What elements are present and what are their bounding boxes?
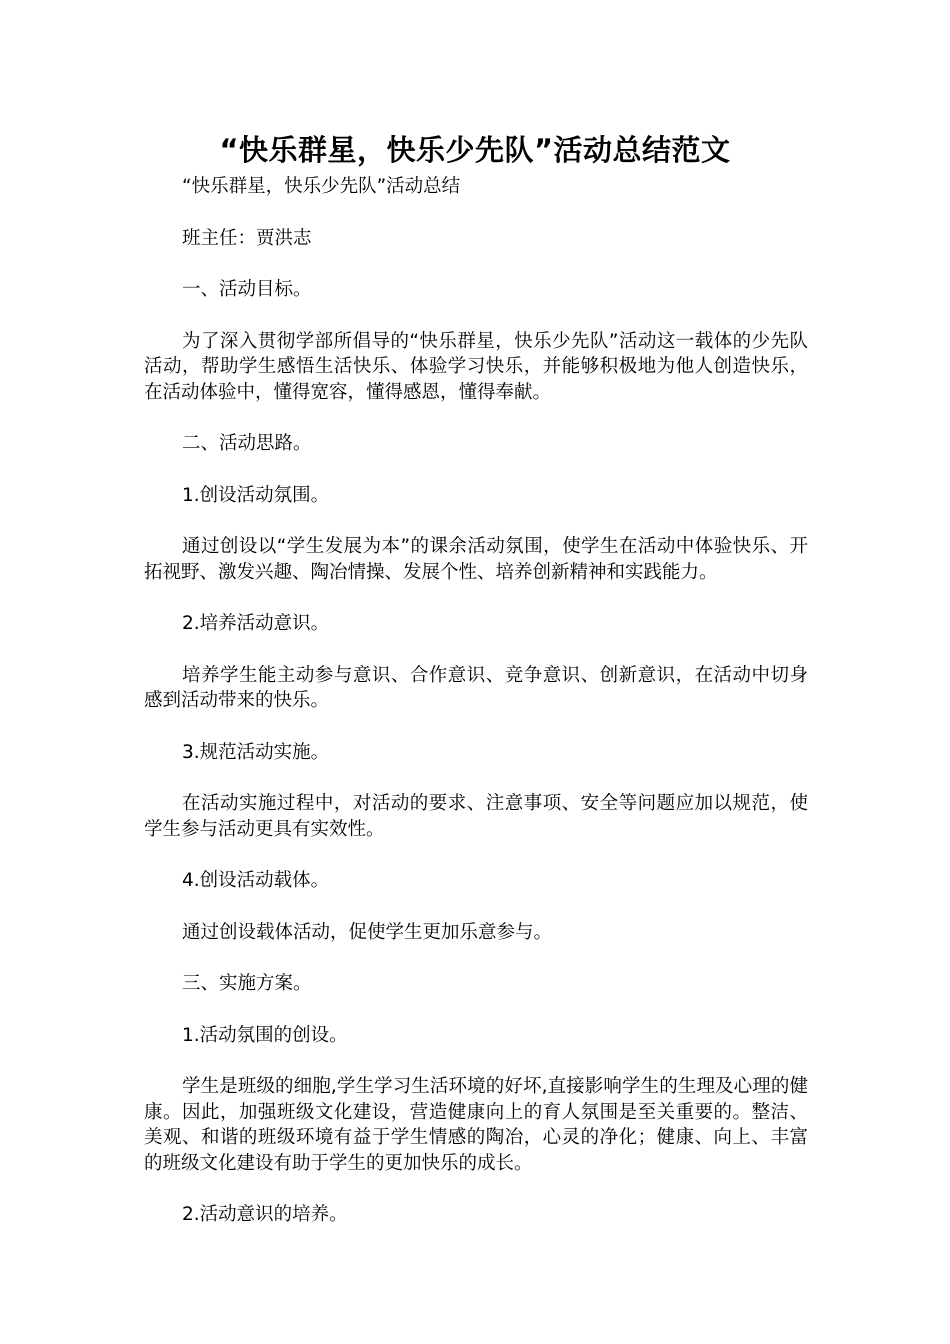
subsection-heading: 2.培养活动意识。 bbox=[182, 613, 330, 634]
subsection-heading: 4.创设活动载体。 bbox=[182, 870, 330, 891]
body-paragraph: 通过创设载体活动，促使学生更加乐意参与。 bbox=[182, 921, 553, 943]
subsection-heading: 1.创设活动氛围。 bbox=[182, 484, 330, 506]
body-paragraph: 在活动实施过程中，对活动的要求、注意事项、安全等问题应加以规范，使学生参与活动更具有实效性。 bbox=[144, 793, 808, 840]
section-heading-3: 三、实施方案。 bbox=[182, 973, 312, 994]
section-heading-2: 二、活动思路。 bbox=[182, 433, 312, 454]
document-body bbox=[144, 174, 808, 1228]
body-paragraph: 通过创设以“学生发展为本”的课余活动氛围，使学生在活动中体验快乐、开拓视野、激发兴趣、陶冶情操、发展个性、培养创新精神和实践能力。 bbox=[144, 536, 808, 583]
subsection-heading: 2.活动意识的培养。 bbox=[182, 1204, 348, 1225]
body-paragraph: 为了深入贯彻学部所倡导的“快乐群星，快乐少先队”活动这一载体的少先队活动，帮助学生感悟生活快乐、体验学习快乐，并能够积极地为他人创造快乐，在活动体验中，懂得宽容，懂得感恩，懂得奉献。 bbox=[144, 330, 808, 403]
body-paragraph: 培养学生能主动参与意识、合作意识、竞争意识、创新意识，在活动中切身感到活动带来的快乐。 bbox=[144, 664, 808, 711]
document-title: “快乐群星，快乐少先队”活动总结范文 bbox=[219, 133, 731, 167]
subsection-heading: 1.活动氛围的创设。 bbox=[182, 1024, 348, 1046]
body-paragraph: 学生是班级的细胞,学生学习生活环境的好坏,直接影响学生的生理及心理的健康。因此，加强班级文化建设，营造健康向上的育人氛围是至关重要的。整洁、美观、和谐的班级环境有益于学生情感的陶冶，心灵的净化；健康、向上、丰富的班级文化建设有助于学生的更加快乐的成长。 bbox=[144, 1076, 808, 1174]
section-heading-1: 一、活动目标。 bbox=[182, 279, 312, 300]
teacher-paragraph: 班主任：贾洪志 bbox=[182, 227, 312, 249]
subtitle-paragraph: “快乐群星，快乐少先队”活动总结 bbox=[182, 176, 461, 197]
subsection-heading: 3.规范活动实施。 bbox=[182, 741, 330, 763]
